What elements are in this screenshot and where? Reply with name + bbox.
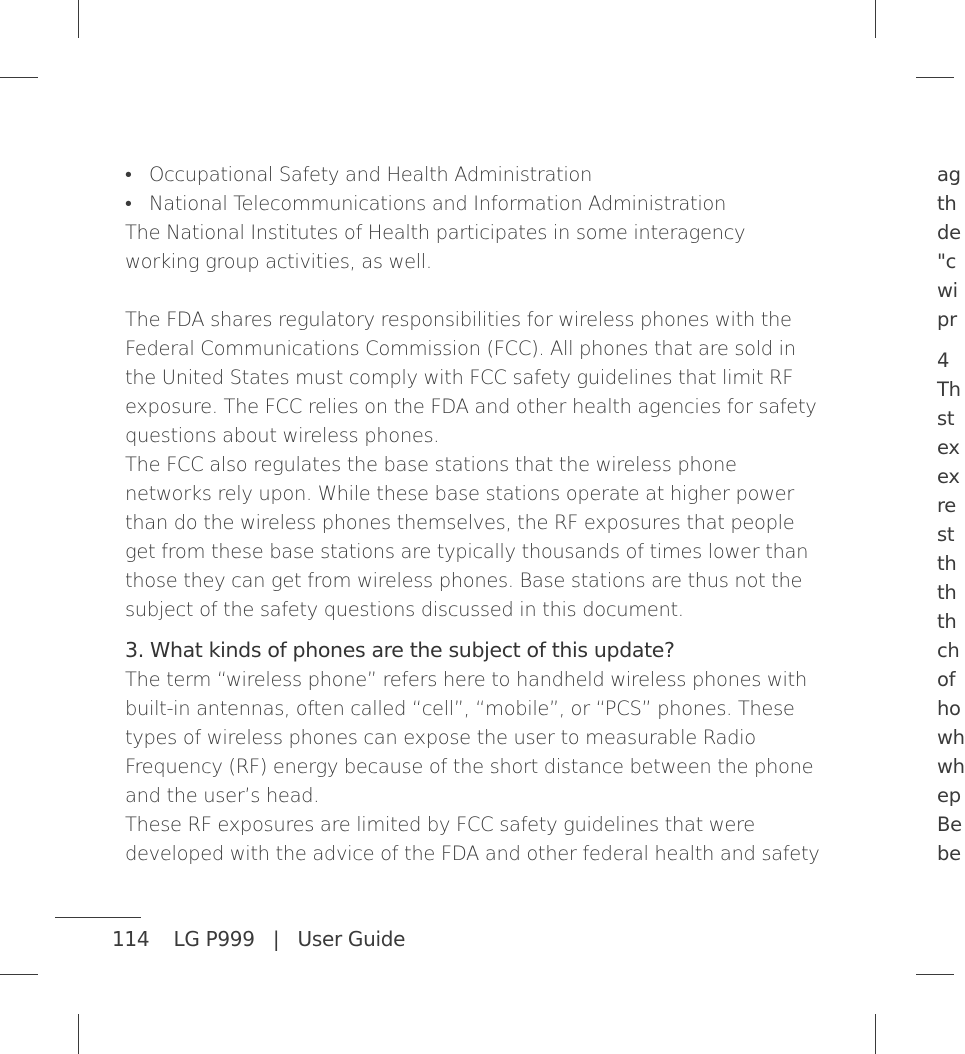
- paragraph-limits: These RF exposures are limited by FCC safety guidelines that were developed with the advice of the FDA and other federal health and safety: [125, 813, 820, 865]
- bullet-item: [125, 160, 825, 189]
- edge-fragment: ex: [937, 465, 960, 488]
- bullet-item: [125, 189, 825, 218]
- crop-mark-bottom-left-vertical: [78, 1014, 79, 1054]
- edge-fragment: ex: [937, 436, 960, 459]
- footer-separator: |: [272, 927, 280, 951]
- crop-mark-bottom-left-horizontal: [0, 974, 38, 975]
- bullet-dot: •: [125, 192, 132, 215]
- footer-rule: [55, 917, 141, 918]
- crop-mark-top-right-vertical: [875, 0, 876, 38]
- product-name: LG P999: [173, 927, 255, 951]
- edge-fragment: wh: [937, 726, 965, 749]
- crop-mark-top-left-vertical: [78, 0, 79, 38]
- edge-fragment: 4: [937, 349, 950, 372]
- bullet-dot: •: [125, 163, 132, 186]
- edge-fragment: pr: [937, 308, 957, 331]
- edge-fragment: th: [937, 610, 957, 633]
- paragraph-fda: The FDA shares regulatory responsibilities for wireless phones with the Federal Communications Commission (FCC). All phones that are sold in the United States must comply with FCC safety guidelines that limit RF exposure. The FCC relies on the FDA and other health agencies for safety questions about wireless phones.: [125, 308, 817, 447]
- paragraph-fcc: The FCC also regulates the base stations that the wireless phone networks rely upon. While these base stations operate at higher power than do the wireless phones themselves, the RF exposures that people get from these base stations are typically thousands of times lower than those they can get from wireless phones. Base stations are thus not the subject of the safety questions discussed in this document.: [125, 453, 809, 621]
- main-text-column: [125, 160, 825, 868]
- page-number: 114: [112, 927, 150, 951]
- page-footer: [112, 924, 405, 954]
- edge-fragment: "c: [937, 250, 957, 273]
- edge-fragment: be: [937, 842, 961, 865]
- edge-fragment: th: [937, 192, 957, 215]
- crop-mark-top-right-horizontal: [916, 77, 954, 78]
- paragraph-gap: [125, 276, 825, 305]
- crop-mark-top-left-horizontal: [0, 77, 38, 78]
- edge-fragment: Be: [937, 813, 962, 836]
- edge-fragment: th: [937, 552, 957, 575]
- paragraph-term: The term “wireless phone” refers here to handheld wireless phones with built-in antennas, often called “cell”, “mobile”, or “PCS” phones. These types of wireless phones can expose the user to measurable Radio Frequency (RF) energy because of the short distance between the phone and the user’s head.: [125, 668, 814, 807]
- guide-title: User Guide: [297, 927, 406, 951]
- bullet-text: National Telecommunications and Information Administration: [149, 192, 726, 215]
- crop-mark-bottom-right-vertical: [875, 1014, 876, 1054]
- edge-fragment: wi: [937, 279, 958, 302]
- edge-fragment: of: [937, 668, 956, 691]
- next-page-column-edge: [937, 160, 965, 868]
- paragraph-nih: The National Institutes of Health participates in some interagency working group activities, as well.: [125, 221, 746, 273]
- edge-fragment: wh: [937, 755, 965, 778]
- edge-fragment: Th: [937, 378, 961, 401]
- edge-fragment: ep: [937, 784, 961, 807]
- section-heading-3: 3. What kinds of phones are the subject of this update?: [125, 638, 675, 662]
- bullet-text: Occupational Safety and Health Administration: [149, 163, 593, 186]
- edge-fragment: th: [937, 581, 957, 604]
- edge-fragment: ch: [937, 639, 960, 662]
- edge-fragment: st: [937, 407, 955, 430]
- crop-mark-bottom-right-horizontal: [916, 974, 954, 975]
- edge-fragment: re: [937, 494, 956, 517]
- edge-fragment: ho: [937, 697, 961, 720]
- edge-fragment: ag: [937, 163, 961, 186]
- edge-fragment: st: [937, 523, 955, 546]
- edge-fragment: de: [937, 221, 961, 244]
